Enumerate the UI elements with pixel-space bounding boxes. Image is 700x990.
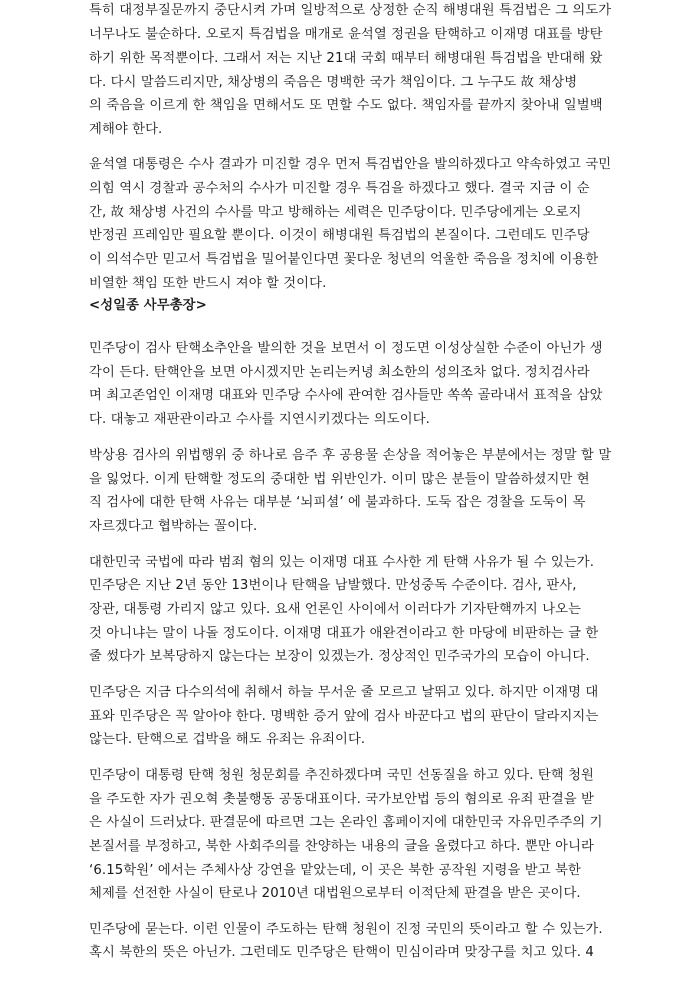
paragraph-3-line: 각이 든다. 탄핵안을 보면 아시겠지만 논리는커녕 최소한의 성의조차 없다. 정치검사라	[89, 365, 590, 380]
paragraph-2-line: 이 의석수만 믿고서 특검법을 밀어붙인다면 꽃다운 청년의 억울한 죽음을 정치에 이용한	[89, 252, 599, 267]
paragraph-7-line: 본질서를 부정하고, 북한 사회주의를 찬양하는 내용의 글을 올렸다고 하다. 뿐만 아니라	[89, 839, 594, 854]
paragraph-2-line: 윤석열 대통령은 수사 결과가 미진할 경우 먼저 특검법안을 발의하겠다고 약속하였고 국민	[89, 157, 612, 172]
paragraph-5-line: 대한민국 국법에 따라 범죄 혐의 있는 이재명 대표 수사한 게 탄핵 사유가 될 수 있는가.	[89, 555, 595, 570]
section-heading: <성일종 사무총장>	[89, 298, 207, 313]
paragraph-5-line: 민주당은 지난 2년 동안 13번이나 탄핵을 남발했다. 만성중독 수준이다. 검사, 판사,	[89, 578, 577, 593]
paragraph-3-line: 다. 대놓고 재판관이라고 수사를 지연시키겠다는 의도이다.	[89, 412, 430, 427]
paragraph-6-line: 않는다. 탄핵으로 겁박을 해도 유죄는 유죄이다.	[89, 732, 366, 747]
paragraph-1-line: 특히 대정부질문까지 중단시켜 가며 일방적으로 상정한 순직 해병대원 특검법은 그 의도가	[89, 3, 612, 18]
paragraph-7-line: 은 사실이 드러났다. 판결문에 따르면 그는 온라인 홈페이지에 대한민국 자유민주주의 기	[89, 815, 603, 830]
paragraph-8-line: 민주당에 묻는다. 이런 인물이 주도하는 탄핵 청원이 진정 국민의 뜻이라고 할 수 있는가.	[89, 922, 603, 937]
paragraph-1-line: 의 죽음을 이르게 한 책임을 면해서도 또 면할 수도 없다. 책임자를 끝까지 찾아내 일벌백	[89, 98, 603, 113]
paragraph-4-line: 자르겠다고 협박하는 꼴이다.	[89, 519, 258, 534]
paragraph-4-line: 박상용 검사의 위법행위 중 하나로 음주 후 공용물 손상을 적어놓은 부분에서는 정말 할 말	[89, 448, 612, 463]
paragraph-2-line: 간, 故 채상병 사건의 수사를 막고 방해하는 세력은 민주당이다. 민주당에게는 오로지	[89, 205, 582, 220]
paragraph-7-line: 민주당이 대통령 탄핵 청원 청문회를 추진하겠다며 국민 선동질을 하고 있다. 탄핵 청원	[89, 768, 594, 783]
paragraph-5-line: 줄 썼다가 보복당하지 않는다는 보장이 있겠는가. 정상적인 민주국가의 모습이 아니다.	[89, 649, 590, 664]
paragraph-7-line: 을 주도한 자가 권오혁 촛불행동 공동대표이다. 국가보안법 등의 혐의로 유죄 판결을 받	[89, 792, 594, 807]
paragraph-2-line: 비열한 책임 또한 반드시 져야 할 것이다.	[89, 276, 327, 291]
paragraph-5-line: 것 아니냐는 말이 나돌 정도이다. 이재명 대표가 애완견이라고 한 마당에 비판하는 글 한	[89, 626, 599, 641]
paragraph-1-line: 너무나도 불순하다. 오로지 특검법을 매개로 윤석열 정권을 탄핵하고 이재명 대표를 방탄	[89, 27, 603, 42]
paragraph-6-line: 표와 민주당은 꼭 알아야 한다. 명백한 증거 앞에 검사 바꾼다고 법의 판단이 달라지지는	[89, 709, 599, 724]
paragraph-7-line: ‘6.15학원’ 에서는 주체사상 강연을 맡았는데, 이 곳은 북한 공작원 지령을 받고 북한	[89, 863, 581, 878]
paragraph-4-line: 직 검사에 대한 탄핵 사유는 대부분 ‘뇌피셜’ 에 불과하다. 도둑 잡은 경찰을 도둑이 목	[89, 495, 586, 510]
paragraph-5-line: 장관, 대통령 가리지 않고 있다. 요새 언론인 사이에서 이러다가 기자탄핵까지 나오는	[89, 602, 582, 617]
paragraph-3-line: 며 최고존엄인 이재명 대표와 민주당 수사에 관여한 검사들만 쏙쏙 골라내서 표적을 삼았	[89, 388, 603, 403]
paragraph-1-line: 계해야 한다.	[89, 122, 163, 137]
paragraph-7-line: 체제를 선전한 사실이 탄로나 2010년 대법원으로부터 이적단체 판결을 받은 곳이다.	[89, 886, 581, 901]
paragraph-1-line: 하기 위한 목적뿐이다. 그래서 저는 지난 21대 국회 때부터 해병대원 특검법을 반대해 왔	[89, 51, 603, 66]
paragraph-2-line: 반정권 프레임만 필요할 뿐이다. 이것이 해병대원 특검법의 본질이다. 그런데도 민주당	[89, 228, 590, 243]
paragraph-2-line: 의힘 역시 경찰과 공수처의 수사가 미진할 경우 특검을 하겠다고 했다. 결국 지금 이 순	[89, 181, 590, 196]
paragraph-4-line: 을 잃었다. 이게 탄핵할 정도의 중대한 법 위반인가. 이미 많은 분들이 말씀하셨지만 현	[89, 472, 590, 487]
paragraph-6-line: 민주당은 지금 다수의석에 취해서 하늘 무서운 줄 모르고 날뛰고 있다. 하지만 이재명 대	[89, 685, 599, 700]
paragraph-1-line: 다. 다시 말씀드리지만, 채상병의 죽음은 명백한 국가 책임이다. 그 누구도 故 채상병	[89, 75, 578, 90]
paragraph-3-line: 민주당이 검사 탄핵소추안을 발의한 것을 보면서 이 정도면 이성상실한 수준이 아닌가 생	[89, 341, 603, 356]
paragraph-8-line: 혹시 북한의 뜻은 아닌가. 그런데도 민주당은 탄핵이 민심이라며 맞장구를 치고 있다. 4	[89, 945, 594, 960]
